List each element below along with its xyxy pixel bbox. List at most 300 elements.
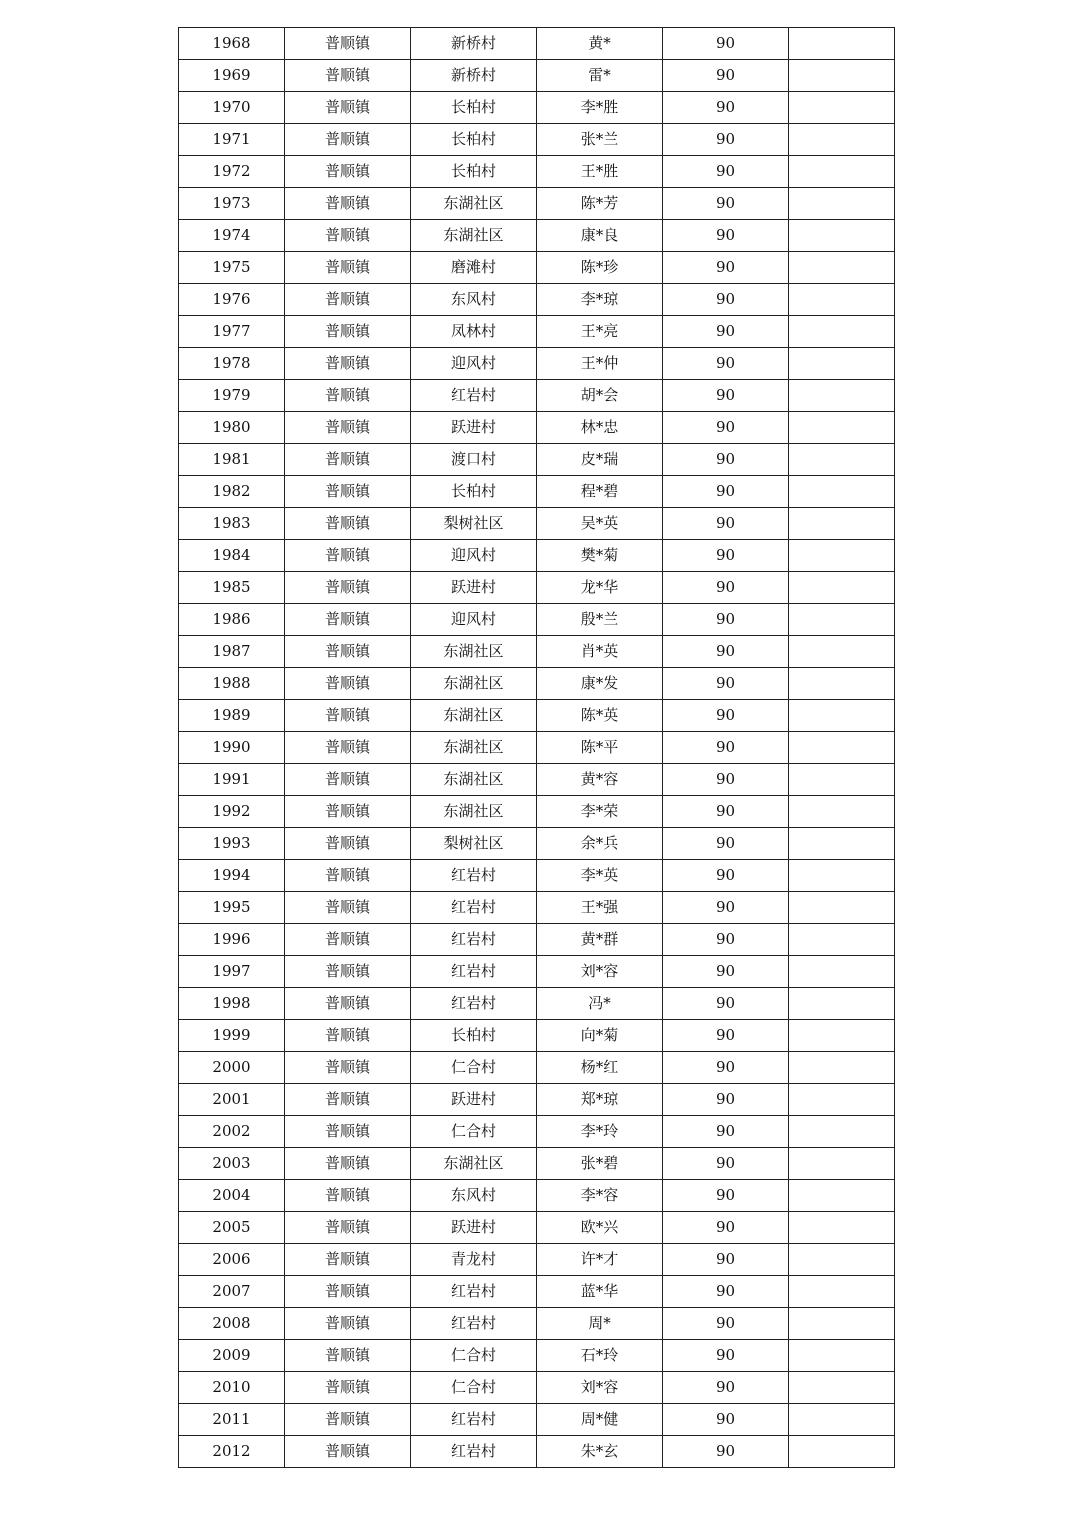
table-body bbox=[179, 28, 895, 1468]
name-cell: 刘*容 bbox=[537, 1372, 663, 1404]
row-number-cell: 2011 bbox=[179, 1404, 285, 1436]
village-cell: 跃进村 bbox=[411, 1084, 537, 1116]
town-cell: 普顺镇 bbox=[285, 700, 411, 732]
name-cell: 黄*群 bbox=[537, 924, 663, 956]
note-cell bbox=[789, 92, 895, 124]
amount-cell: 90 bbox=[663, 1436, 789, 1468]
amount-cell: 90 bbox=[663, 1372, 789, 1404]
note-cell bbox=[789, 252, 895, 284]
note-cell bbox=[789, 956, 895, 988]
table-row bbox=[179, 1276, 895, 1308]
note-cell bbox=[789, 764, 895, 796]
row-number-cell: 1976 bbox=[179, 284, 285, 316]
note-cell bbox=[789, 1020, 895, 1052]
note-cell bbox=[789, 1244, 895, 1276]
note-cell bbox=[789, 156, 895, 188]
amount-cell: 90 bbox=[663, 668, 789, 700]
name-cell: 李*容 bbox=[537, 1180, 663, 1212]
town-cell: 普顺镇 bbox=[285, 540, 411, 572]
amount-cell: 90 bbox=[663, 156, 789, 188]
name-cell: 王*强 bbox=[537, 892, 663, 924]
village-cell: 仁合村 bbox=[411, 1052, 537, 1084]
name-cell: 朱*玄 bbox=[537, 1436, 663, 1468]
town-cell: 普顺镇 bbox=[285, 508, 411, 540]
village-cell: 红岩村 bbox=[411, 1276, 537, 1308]
town-cell: 普顺镇 bbox=[285, 1372, 411, 1404]
table-row bbox=[179, 60, 895, 92]
row-number-cell: 2004 bbox=[179, 1180, 285, 1212]
village-cell: 青龙村 bbox=[411, 1244, 537, 1276]
name-cell: 陈*平 bbox=[537, 732, 663, 764]
town-cell: 普顺镇 bbox=[285, 156, 411, 188]
village-cell: 红岩村 bbox=[411, 380, 537, 412]
note-cell bbox=[789, 668, 895, 700]
note-cell bbox=[789, 188, 895, 220]
note-cell bbox=[789, 924, 895, 956]
amount-cell: 90 bbox=[663, 1148, 789, 1180]
row-number-cell: 1987 bbox=[179, 636, 285, 668]
row-number-cell: 2012 bbox=[179, 1436, 285, 1468]
village-cell: 东湖社区 bbox=[411, 1148, 537, 1180]
amount-cell: 90 bbox=[663, 924, 789, 956]
amount-cell: 90 bbox=[663, 508, 789, 540]
amount-cell: 90 bbox=[663, 892, 789, 924]
town-cell: 普顺镇 bbox=[285, 444, 411, 476]
amount-cell: 90 bbox=[663, 572, 789, 604]
town-cell: 普顺镇 bbox=[285, 956, 411, 988]
row-number-cell: 1998 bbox=[179, 988, 285, 1020]
amount-cell: 90 bbox=[663, 764, 789, 796]
town-cell: 普顺镇 bbox=[285, 284, 411, 316]
note-cell bbox=[789, 380, 895, 412]
table-row bbox=[179, 508, 895, 540]
amount-cell: 90 bbox=[663, 1116, 789, 1148]
town-cell: 普顺镇 bbox=[285, 828, 411, 860]
amount-cell: 90 bbox=[663, 732, 789, 764]
note-cell bbox=[789, 604, 895, 636]
note-cell bbox=[789, 636, 895, 668]
amount-cell: 90 bbox=[663, 188, 789, 220]
table-row bbox=[179, 636, 895, 668]
village-cell: 东湖社区 bbox=[411, 188, 537, 220]
village-cell: 凤林村 bbox=[411, 316, 537, 348]
note-cell bbox=[789, 1084, 895, 1116]
table-row bbox=[179, 1436, 895, 1468]
amount-cell: 90 bbox=[663, 28, 789, 60]
row-number-cell: 1984 bbox=[179, 540, 285, 572]
village-cell: 东风村 bbox=[411, 1180, 537, 1212]
note-cell bbox=[789, 412, 895, 444]
amount-cell: 90 bbox=[663, 348, 789, 380]
note-cell bbox=[789, 1308, 895, 1340]
village-cell: 长柏村 bbox=[411, 124, 537, 156]
note-cell bbox=[789, 732, 895, 764]
row-number-cell: 1975 bbox=[179, 252, 285, 284]
village-cell: 迎风村 bbox=[411, 604, 537, 636]
town-cell: 普顺镇 bbox=[285, 92, 411, 124]
amount-cell: 90 bbox=[663, 988, 789, 1020]
village-cell: 长柏村 bbox=[411, 92, 537, 124]
note-cell bbox=[789, 1212, 895, 1244]
table-row bbox=[179, 860, 895, 892]
town-cell: 普顺镇 bbox=[285, 1052, 411, 1084]
table-row bbox=[179, 348, 895, 380]
name-cell: 余*兵 bbox=[537, 828, 663, 860]
amount-cell: 90 bbox=[663, 380, 789, 412]
town-cell: 普顺镇 bbox=[285, 380, 411, 412]
village-cell: 梨树社区 bbox=[411, 828, 537, 860]
amount-cell: 90 bbox=[663, 540, 789, 572]
name-cell: 吴*英 bbox=[537, 508, 663, 540]
row-number-cell: 1973 bbox=[179, 188, 285, 220]
table-row bbox=[179, 1084, 895, 1116]
row-number-cell: 1990 bbox=[179, 732, 285, 764]
row-number-cell: 2009 bbox=[179, 1340, 285, 1372]
name-cell: 许*才 bbox=[537, 1244, 663, 1276]
row-number-cell: 1999 bbox=[179, 1020, 285, 1052]
note-cell bbox=[789, 476, 895, 508]
name-cell: 康*发 bbox=[537, 668, 663, 700]
name-cell: 张*碧 bbox=[537, 1148, 663, 1180]
name-cell: 冯* bbox=[537, 988, 663, 1020]
row-number-cell: 1988 bbox=[179, 668, 285, 700]
village-cell: 迎风村 bbox=[411, 348, 537, 380]
note-cell bbox=[789, 508, 895, 540]
row-number-cell: 1992 bbox=[179, 796, 285, 828]
table-row bbox=[179, 1404, 895, 1436]
name-cell: 李*玲 bbox=[537, 1116, 663, 1148]
amount-cell: 90 bbox=[663, 1276, 789, 1308]
name-cell: 林*忠 bbox=[537, 412, 663, 444]
row-number-cell: 1993 bbox=[179, 828, 285, 860]
name-cell: 王*仲 bbox=[537, 348, 663, 380]
town-cell: 普顺镇 bbox=[285, 1084, 411, 1116]
name-cell: 周* bbox=[537, 1308, 663, 1340]
table-row bbox=[179, 764, 895, 796]
amount-cell: 90 bbox=[663, 1404, 789, 1436]
table-row bbox=[179, 188, 895, 220]
row-number-cell: 2000 bbox=[179, 1052, 285, 1084]
amount-cell: 90 bbox=[663, 92, 789, 124]
town-cell: 普顺镇 bbox=[285, 1404, 411, 1436]
table-row bbox=[179, 284, 895, 316]
name-cell: 程*碧 bbox=[537, 476, 663, 508]
row-number-cell: 1997 bbox=[179, 956, 285, 988]
amount-cell: 90 bbox=[663, 444, 789, 476]
table-row bbox=[179, 828, 895, 860]
village-cell: 东湖社区 bbox=[411, 636, 537, 668]
note-cell bbox=[789, 1052, 895, 1084]
row-number-cell: 2003 bbox=[179, 1148, 285, 1180]
table-row bbox=[179, 220, 895, 252]
amount-cell: 90 bbox=[663, 476, 789, 508]
row-number-cell: 1977 bbox=[179, 316, 285, 348]
amount-cell: 90 bbox=[663, 1308, 789, 1340]
name-cell: 殷*兰 bbox=[537, 604, 663, 636]
row-number-cell: 1978 bbox=[179, 348, 285, 380]
amount-cell: 90 bbox=[663, 828, 789, 860]
amount-cell: 90 bbox=[663, 252, 789, 284]
name-cell: 向*菊 bbox=[537, 1020, 663, 1052]
name-cell: 樊*菊 bbox=[537, 540, 663, 572]
town-cell: 普顺镇 bbox=[285, 732, 411, 764]
name-cell: 胡*会 bbox=[537, 380, 663, 412]
name-cell: 陈*英 bbox=[537, 700, 663, 732]
town-cell: 普顺镇 bbox=[285, 1308, 411, 1340]
town-cell: 普顺镇 bbox=[285, 636, 411, 668]
table-row bbox=[179, 956, 895, 988]
town-cell: 普顺镇 bbox=[285, 348, 411, 380]
town-cell: 普顺镇 bbox=[285, 252, 411, 284]
table-row bbox=[179, 732, 895, 764]
village-cell: 红岩村 bbox=[411, 1404, 537, 1436]
table-row bbox=[179, 1148, 895, 1180]
village-cell: 跃进村 bbox=[411, 572, 537, 604]
row-number-cell: 1995 bbox=[179, 892, 285, 924]
amount-cell: 90 bbox=[663, 1052, 789, 1084]
village-cell: 东湖社区 bbox=[411, 764, 537, 796]
data-table bbox=[178, 27, 895, 1468]
village-cell: 东湖社区 bbox=[411, 732, 537, 764]
town-cell: 普顺镇 bbox=[285, 412, 411, 444]
row-number-cell: 1981 bbox=[179, 444, 285, 476]
amount-cell: 90 bbox=[663, 1212, 789, 1244]
amount-cell: 90 bbox=[663, 796, 789, 828]
amount-cell: 90 bbox=[663, 1020, 789, 1052]
table-row bbox=[179, 1180, 895, 1212]
note-cell bbox=[789, 124, 895, 156]
town-cell: 普顺镇 bbox=[285, 60, 411, 92]
table-row bbox=[179, 924, 895, 956]
town-cell: 普顺镇 bbox=[285, 1148, 411, 1180]
name-cell: 皮*瑞 bbox=[537, 444, 663, 476]
town-cell: 普顺镇 bbox=[285, 188, 411, 220]
row-number-cell: 1969 bbox=[179, 60, 285, 92]
village-cell: 梨树社区 bbox=[411, 508, 537, 540]
town-cell: 普顺镇 bbox=[285, 28, 411, 60]
village-cell: 红岩村 bbox=[411, 1308, 537, 1340]
town-cell: 普顺镇 bbox=[285, 316, 411, 348]
row-number-cell: 1989 bbox=[179, 700, 285, 732]
village-cell: 新桥村 bbox=[411, 28, 537, 60]
row-number-cell: 1970 bbox=[179, 92, 285, 124]
village-cell: 红岩村 bbox=[411, 860, 537, 892]
town-cell: 普顺镇 bbox=[285, 220, 411, 252]
village-cell: 红岩村 bbox=[411, 892, 537, 924]
amount-cell: 90 bbox=[663, 124, 789, 156]
table-row bbox=[179, 700, 895, 732]
name-cell: 王*胜 bbox=[537, 156, 663, 188]
note-cell bbox=[789, 1340, 895, 1372]
name-cell: 王*亮 bbox=[537, 316, 663, 348]
name-cell: 李*胜 bbox=[537, 92, 663, 124]
amount-cell: 90 bbox=[663, 1340, 789, 1372]
name-cell: 陈*珍 bbox=[537, 252, 663, 284]
name-cell: 石*玲 bbox=[537, 1340, 663, 1372]
note-cell bbox=[789, 1180, 895, 1212]
town-cell: 普顺镇 bbox=[285, 860, 411, 892]
village-cell: 跃进村 bbox=[411, 412, 537, 444]
note-cell bbox=[789, 860, 895, 892]
village-cell: 东湖社区 bbox=[411, 796, 537, 828]
name-cell: 周*健 bbox=[537, 1404, 663, 1436]
village-cell: 仁合村 bbox=[411, 1372, 537, 1404]
village-cell: 东湖社区 bbox=[411, 700, 537, 732]
village-cell: 长柏村 bbox=[411, 476, 537, 508]
row-number-cell: 1968 bbox=[179, 28, 285, 60]
name-cell: 李*英 bbox=[537, 860, 663, 892]
note-cell bbox=[789, 60, 895, 92]
note-cell bbox=[789, 540, 895, 572]
village-cell: 新桥村 bbox=[411, 60, 537, 92]
name-cell: 李*琼 bbox=[537, 284, 663, 316]
town-cell: 普顺镇 bbox=[285, 924, 411, 956]
note-cell bbox=[789, 28, 895, 60]
name-cell: 黄*容 bbox=[537, 764, 663, 796]
amount-cell: 90 bbox=[663, 1244, 789, 1276]
amount-cell: 90 bbox=[663, 604, 789, 636]
table-row bbox=[179, 1244, 895, 1276]
note-cell bbox=[789, 1404, 895, 1436]
table-row bbox=[179, 252, 895, 284]
amount-cell: 90 bbox=[663, 284, 789, 316]
table-row bbox=[179, 124, 895, 156]
row-number-cell: 2008 bbox=[179, 1308, 285, 1340]
name-cell: 康*良 bbox=[537, 220, 663, 252]
town-cell: 普顺镇 bbox=[285, 1276, 411, 1308]
amount-cell: 90 bbox=[663, 316, 789, 348]
village-cell: 磨滩村 bbox=[411, 252, 537, 284]
town-cell: 普顺镇 bbox=[285, 1340, 411, 1372]
row-number-cell: 1980 bbox=[179, 412, 285, 444]
village-cell: 跃进村 bbox=[411, 1212, 537, 1244]
village-cell: 长柏村 bbox=[411, 1020, 537, 1052]
note-cell bbox=[789, 220, 895, 252]
note-cell bbox=[789, 828, 895, 860]
town-cell: 普顺镇 bbox=[285, 1180, 411, 1212]
table-row bbox=[179, 1372, 895, 1404]
name-cell: 郑*琼 bbox=[537, 1084, 663, 1116]
row-number-cell: 2001 bbox=[179, 1084, 285, 1116]
row-number-cell: 1971 bbox=[179, 124, 285, 156]
amount-cell: 90 bbox=[663, 220, 789, 252]
town-cell: 普顺镇 bbox=[285, 988, 411, 1020]
village-cell: 仁合村 bbox=[411, 1116, 537, 1148]
table-row bbox=[179, 316, 895, 348]
table-row bbox=[179, 1340, 895, 1372]
table-row bbox=[179, 476, 895, 508]
town-cell: 普顺镇 bbox=[285, 764, 411, 796]
note-cell bbox=[789, 1276, 895, 1308]
table-row bbox=[179, 1116, 895, 1148]
town-cell: 普顺镇 bbox=[285, 604, 411, 636]
note-cell bbox=[789, 444, 895, 476]
note-cell bbox=[789, 700, 895, 732]
note-cell bbox=[789, 1372, 895, 1404]
name-cell: 肖*英 bbox=[537, 636, 663, 668]
town-cell: 普顺镇 bbox=[285, 668, 411, 700]
table-row bbox=[179, 668, 895, 700]
table-row bbox=[179, 988, 895, 1020]
amount-cell: 90 bbox=[663, 60, 789, 92]
table-row bbox=[179, 1212, 895, 1244]
amount-cell: 90 bbox=[663, 636, 789, 668]
name-cell: 杨*红 bbox=[537, 1052, 663, 1084]
row-number-cell: 1986 bbox=[179, 604, 285, 636]
note-cell bbox=[789, 796, 895, 828]
amount-cell: 90 bbox=[663, 700, 789, 732]
name-cell: 刘*容 bbox=[537, 956, 663, 988]
note-cell bbox=[789, 892, 895, 924]
table-row bbox=[179, 444, 895, 476]
row-number-cell: 1974 bbox=[179, 220, 285, 252]
note-cell bbox=[789, 284, 895, 316]
village-cell: 迎风村 bbox=[411, 540, 537, 572]
row-number-cell: 1994 bbox=[179, 860, 285, 892]
row-number-cell: 2010 bbox=[179, 1372, 285, 1404]
amount-cell: 90 bbox=[663, 956, 789, 988]
row-number-cell: 1996 bbox=[179, 924, 285, 956]
note-cell bbox=[789, 1116, 895, 1148]
note-cell bbox=[789, 1436, 895, 1468]
table-row bbox=[179, 796, 895, 828]
village-cell: 东风村 bbox=[411, 284, 537, 316]
village-cell: 红岩村 bbox=[411, 956, 537, 988]
table-row bbox=[179, 572, 895, 604]
amount-cell: 90 bbox=[663, 1180, 789, 1212]
village-cell: 东湖社区 bbox=[411, 668, 537, 700]
town-cell: 普顺镇 bbox=[285, 892, 411, 924]
village-cell: 红岩村 bbox=[411, 924, 537, 956]
town-cell: 普顺镇 bbox=[285, 1116, 411, 1148]
table-row bbox=[179, 412, 895, 444]
town-cell: 普顺镇 bbox=[285, 1212, 411, 1244]
note-cell bbox=[789, 572, 895, 604]
row-number-cell: 1985 bbox=[179, 572, 285, 604]
note-cell bbox=[789, 316, 895, 348]
name-cell: 陈*芳 bbox=[537, 188, 663, 220]
row-number-cell: 2002 bbox=[179, 1116, 285, 1148]
name-cell: 蓝*华 bbox=[537, 1276, 663, 1308]
town-cell: 普顺镇 bbox=[285, 124, 411, 156]
name-cell: 李*荣 bbox=[537, 796, 663, 828]
village-cell: 长柏村 bbox=[411, 156, 537, 188]
town-cell: 普顺镇 bbox=[285, 1436, 411, 1468]
row-number-cell: 1982 bbox=[179, 476, 285, 508]
village-cell: 东湖社区 bbox=[411, 220, 537, 252]
amount-cell: 90 bbox=[663, 1084, 789, 1116]
village-cell: 渡口村 bbox=[411, 444, 537, 476]
table-row bbox=[179, 156, 895, 188]
amount-cell: 90 bbox=[663, 412, 789, 444]
row-number-cell: 1983 bbox=[179, 508, 285, 540]
village-cell: 红岩村 bbox=[411, 1436, 537, 1468]
table-row bbox=[179, 540, 895, 572]
row-number-cell: 2005 bbox=[179, 1212, 285, 1244]
name-cell: 黄* bbox=[537, 28, 663, 60]
table-row bbox=[179, 1020, 895, 1052]
row-number-cell: 1979 bbox=[179, 380, 285, 412]
table-row bbox=[179, 892, 895, 924]
town-cell: 普顺镇 bbox=[285, 476, 411, 508]
note-cell bbox=[789, 988, 895, 1020]
name-cell: 张*兰 bbox=[537, 124, 663, 156]
row-number-cell: 1972 bbox=[179, 156, 285, 188]
village-cell: 红岩村 bbox=[411, 988, 537, 1020]
row-number-cell: 2007 bbox=[179, 1276, 285, 1308]
name-cell: 龙*华 bbox=[537, 572, 663, 604]
note-cell bbox=[789, 348, 895, 380]
